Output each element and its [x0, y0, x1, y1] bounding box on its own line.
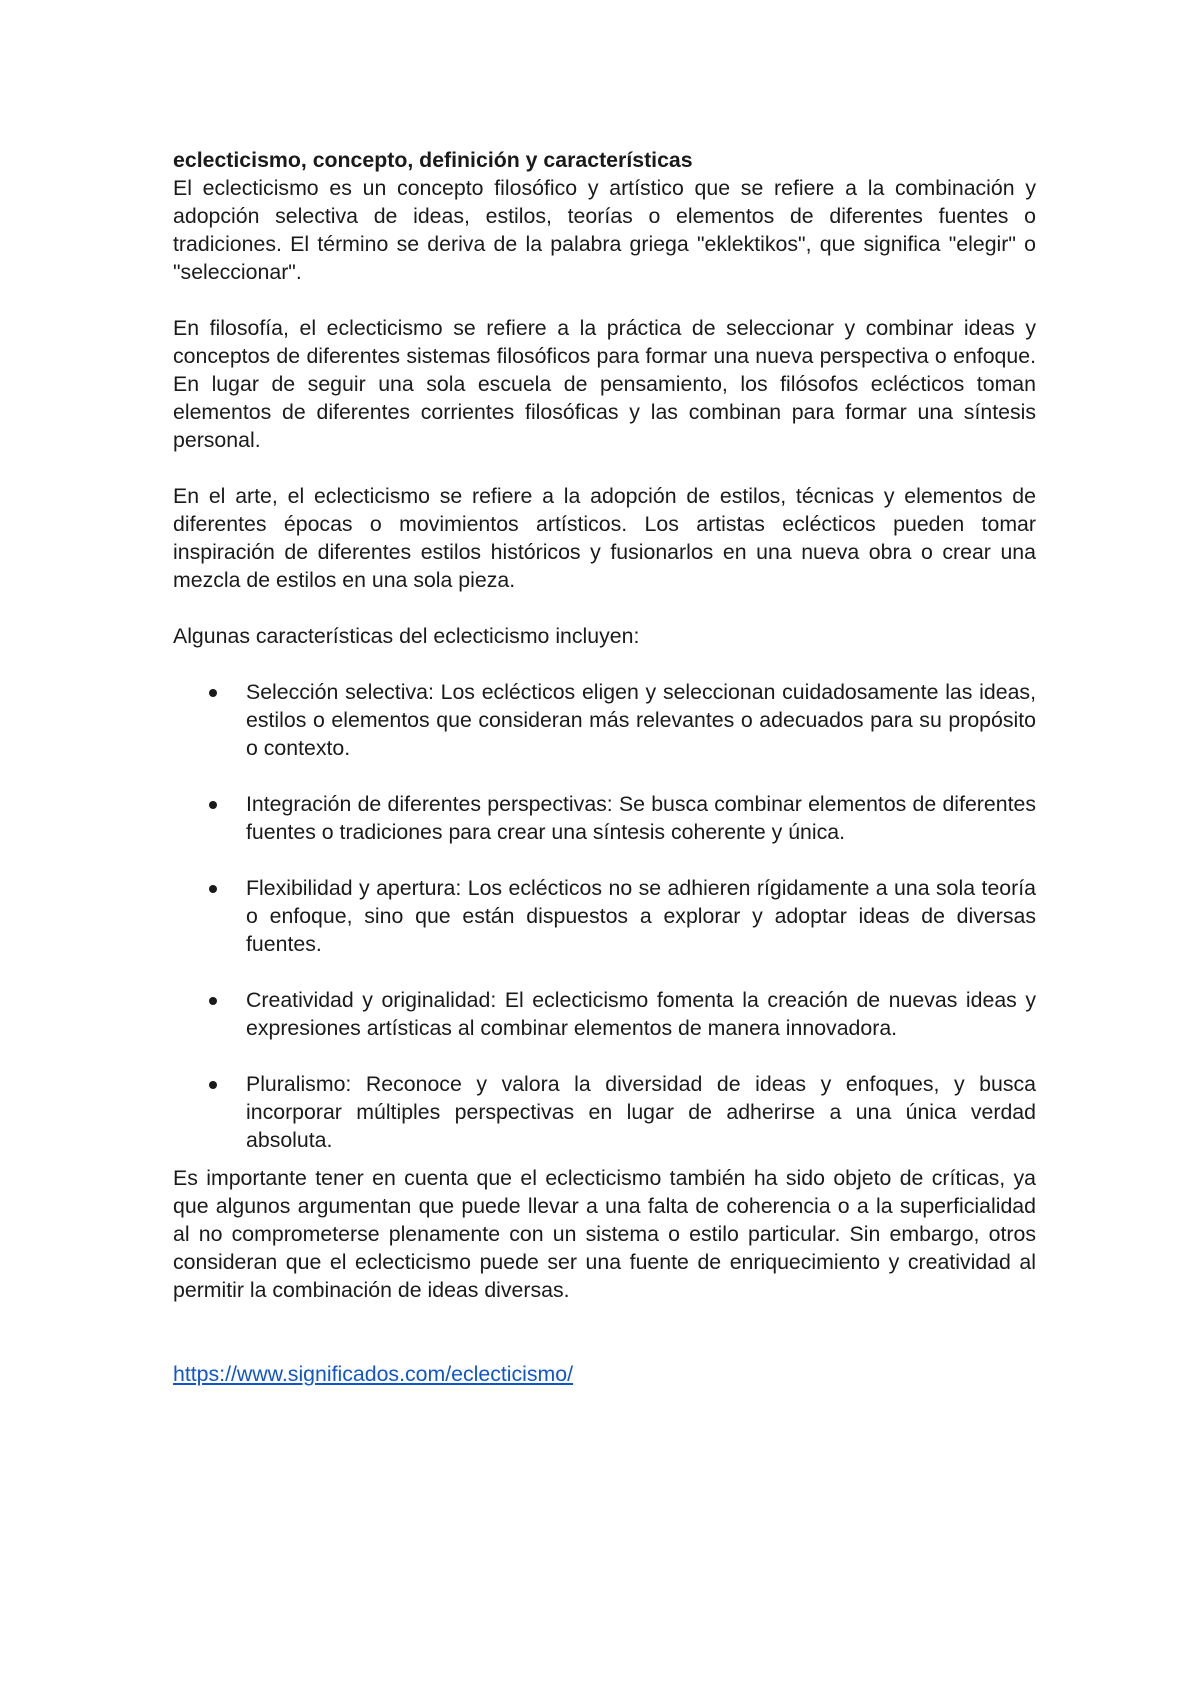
list-item-text: Creatividad y originalidad: El eclecticismo fomenta la creación de nuevas ideas y expresiones artísticas al combinar elementos de manera innovadora.	[246, 988, 1036, 1040]
bullet-icon	[209, 997, 217, 1005]
list-item	[173, 678, 1036, 762]
paragraph-philosophy: En filosofía, el eclecticismo se refiere a la práctica de seleccionar y combinar ideas y conceptos de diferentes sistemas filosóficos para formar una nueva perspectiva o enfoque. En lugar de seguir una sola escuela de pensamiento, los filósofos eclécticos toman elementos de diferentes corrientes filosóficas y las combinan para formar una síntesis personal.	[173, 316, 1036, 452]
list-item	[173, 874, 1036, 958]
bullet-icon	[209, 885, 217, 893]
bullet-icon	[209, 801, 217, 809]
document-body	[173, 146, 1036, 1388]
source-link[interactable]: https://www.significados.com/eclecticismo/	[173, 1362, 574, 1386]
spacer	[173, 1332, 1036, 1360]
paragraph-characteristics-intro: Algunas características del eclecticismo incluyen:	[173, 624, 640, 648]
list-item-text: Pluralismo: Reconoce y valora la diversidad de ideas y enfoques, y busca incorporar múltiples perspectivas en lugar de adherirse a una única verdad absoluta.	[246, 1072, 1036, 1152]
bullet-icon	[209, 689, 217, 697]
list-item-text: Selección selectiva: Los eclécticos eligen y seleccionan cuidadosamente las ideas, estilos o elementos que consideran más relevantes o adecuados para su propósito o contexto.	[246, 680, 1036, 760]
list-item	[173, 1070, 1036, 1154]
characteristics-list	[173, 678, 1036, 1154]
list-item-text: Integración de diferentes perspectivas: Se busca combinar elementos de diferentes fuentes o tradiciones para crear una síntesis coherente y única.	[246, 792, 1036, 844]
paragraph-closing: Es importante tener en cuenta que el eclecticismo también ha sido objeto de críticas, ya que algunos argumentan que puede llevar a una falta de coherencia o a la superficialidad al no comprometerse plenamente con un sistema o estilo particular. Sin embargo, otros consideran que el eclecticismo puede ser una fuente de enriquecimiento y creatividad al permitir la combinación de ideas diversas.	[173, 1166, 1036, 1302]
list-item-text: Flexibilidad y apertura: Los eclécticos no se adhieren rígidamente a una sola teoría o enfoque, sino que están dispuestos a explorar y adoptar ideas de diversas fuentes.	[246, 876, 1036, 956]
list-item	[173, 790, 1036, 846]
document-title: eclecticismo, concepto, definición y características	[173, 148, 693, 172]
list-item	[173, 986, 1036, 1042]
paragraph-art: En el arte, el eclecticismo se refiere a la adopción de estilos, técnicas y elementos de diferentes épocas o movimientos artísticos. Los artistas eclécticos pueden tomar inspiración de diferentes estilos históricos y fusionarlos en una nueva obra o crear una mezcla de estilos en una sola pieza.	[173, 484, 1036, 592]
bullet-icon	[209, 1081, 217, 1089]
paragraph-intro: El eclecticismo es un concepto filosófico y artístico que se refiere a la combinación y adopción selectiva de ideas, estilos, teorías o elementos de diferentes fuentes o tradiciones. El término se deriva de la palabra griega "eklektikos", que significa "elegir" o "seleccionar".	[173, 176, 1036, 284]
